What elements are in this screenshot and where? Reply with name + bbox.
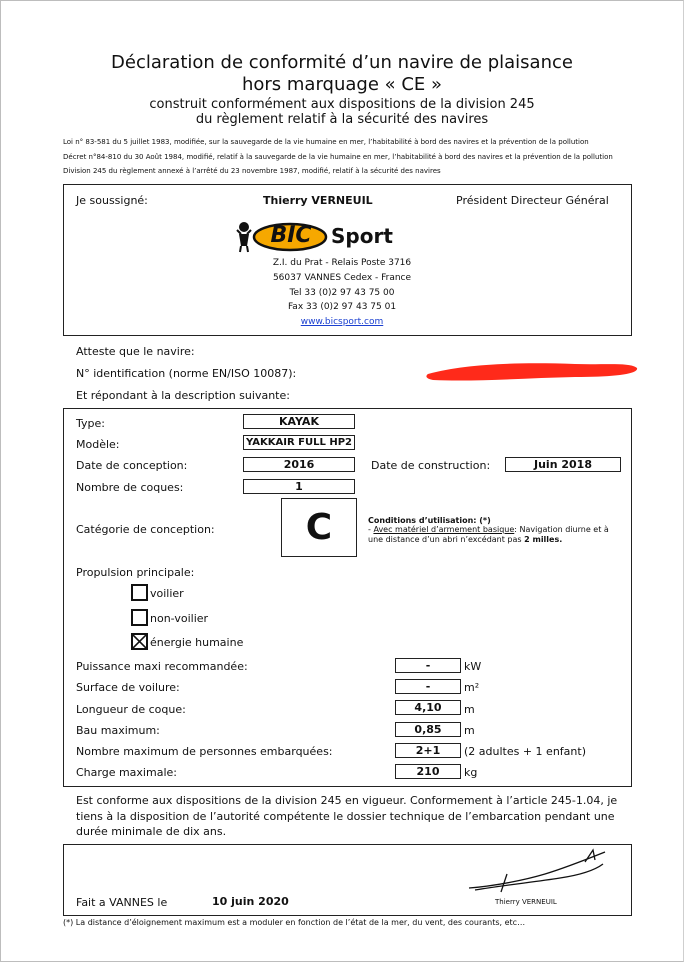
power-label: Puissance maxi recommandée:	[76, 660, 248, 673]
hulls-label: Nombre de coques:	[76, 481, 184, 494]
checkbox-voilier-label: voilier	[150, 587, 184, 600]
signer-name: Thierry VERNEUIL	[495, 898, 557, 906]
website-link[interactable]: www.bicsport.com	[300, 317, 384, 327]
law-reference-3: Division 245 du règlement annexé à l’arrêté du 23 novembre 1987, modifié, relatif à la sécurité des navires	[63, 167, 441, 175]
checkmark-x-icon	[133, 635, 146, 648]
conditions-rest: : Navigation diurne et à	[514, 525, 609, 534]
persons-label: Nombre maximum de personnes embarquées:	[76, 745, 333, 758]
conformity-line-2: tiens à la disposition de l’autorité compétente le dossier technique de l’embarcation pendant une	[76, 810, 615, 823]
conditions-title: Conditions d’utilisation: (*)	[368, 516, 491, 525]
load-value: 210	[395, 764, 461, 779]
hulls-value: 1	[243, 479, 355, 494]
conformity-line-3: durée minimale de dix ans.	[76, 825, 227, 838]
subtitle-line-1: construit conformément aux dispositions de la division 245	[149, 97, 535, 112]
bic-sport-logo	[235, 220, 400, 254]
phone-line: Tel 33 (0)2 97 43 75 00	[289, 288, 395, 298]
power-unit: kW	[464, 660, 482, 673]
address-line-1: Z.I. du Prat - Relais Poste 3716	[272, 258, 412, 268]
law-reference-1: Loi n° 83-581 du 5 juillet 1983, modifiée, sur la sauvegarde de la vie humaine en mer, l’habitabilité à bord des navires et la prévention de la pollution	[63, 138, 589, 146]
build-date-value: Juin 2018	[505, 457, 621, 472]
logo-bic-text: BIC	[270, 223, 312, 248]
type-value: KAYAK	[243, 414, 355, 429]
design-date-label: Date de conception:	[76, 459, 188, 472]
logo-sport-text: Sport	[331, 224, 393, 248]
persons-value: 2+1	[395, 743, 461, 758]
load-label: Charge maximale:	[76, 766, 177, 779]
sail-area-label: Surface de voilure:	[76, 681, 180, 694]
conformity-line-1: Est conforme aux dispositions de la division 245 en vigueur. Conformement à l’article 245-1.04, je	[76, 794, 618, 807]
fax-line: Fax 33 (0)2 97 43 75 01	[287, 302, 397, 312]
category-label: Catégorie de conception:	[76, 523, 215, 536]
signature-scribble	[465, 848, 610, 896]
category-value: C	[281, 498, 357, 557]
signatory-name: Thierry VERNEUIL	[263, 194, 373, 207]
conditions-line2-bold: 2 milles.	[524, 535, 563, 544]
conditions-underlined: Avec matériel d’armement basique	[373, 525, 515, 534]
beam-value: 0,85	[395, 722, 461, 737]
persons-note: (2 adultes + 1 enfant)	[464, 745, 586, 758]
law-reference-2: Décret n°84-810 du 30 Août 1984, modifié, relatif à la sauvegarde de la vie humaine en mer, l’habitabilité à bord des navires et la prévention de la pollution	[63, 153, 613, 161]
design-date-value: 2016	[243, 457, 355, 472]
checkbox-voilier[interactable]	[131, 584, 148, 601]
title-line-1: Déclaration de conformité d’un navire de plaisance	[111, 52, 573, 73]
checkbox-energie-humaine[interactable]	[131, 633, 148, 650]
redacted-identification	[425, 360, 640, 382]
checkbox-non-voilier-label: non-voilier	[150, 612, 209, 625]
propulsion-label: Propulsion principale:	[76, 566, 195, 579]
checkbox-non-voilier[interactable]	[131, 609, 148, 626]
conditions-line-2	[368, 535, 562, 544]
signatory-intro: Je soussigné:	[76, 194, 148, 207]
power-value: -	[395, 658, 461, 673]
conditions-line-1	[368, 525, 609, 534]
footnote: (*) La distance d’éloignement maximum est a moduler en fonction de l’état de la mer, du vent, des courants, etc…	[63, 918, 526, 927]
beam-unit: m	[464, 724, 475, 737]
sail-area-value: -	[395, 679, 461, 694]
conditions-prefix: -	[368, 525, 374, 534]
identification-label: N° identification (norme EN/ISO 10087):	[76, 367, 297, 380]
model-label: Modèle:	[76, 438, 120, 451]
signatory-role: Président Directeur Général	[456, 194, 609, 207]
subtitle-line-2: du règlement relatif à la sécurité des navires	[195, 112, 489, 127]
handwritten-signature	[465, 848, 610, 896]
hull-length-unit: m	[464, 703, 475, 716]
title-line-2: hors marquage « CE »	[241, 74, 443, 95]
signature-date: 10 juin 2020	[212, 895, 289, 908]
model-value: YAKKAIR FULL HP2	[243, 435, 355, 450]
checkbox-energie-humaine-label: énergie humaine	[150, 636, 244, 649]
redaction-mark	[425, 360, 640, 382]
build-date-label: Date de construction:	[371, 459, 491, 472]
load-unit: kg	[464, 766, 478, 779]
hull-length-value: 4,10	[395, 700, 461, 715]
type-label: Type:	[76, 417, 105, 430]
conditions-line2-prefix: une distance d’un abri n’excédant pas	[368, 535, 525, 544]
address-line-2: 56037 VANNES Cedex - France	[272, 273, 412, 283]
hull-length-label: Longueur de coque:	[76, 703, 186, 716]
attest-line-1: Atteste que le navire:	[76, 345, 195, 358]
attest-line-3: Et répondant à la description suivante:	[76, 389, 290, 402]
place-label: Fait a VANNES le	[76, 896, 168, 909]
beam-label: Bau maximum:	[76, 724, 160, 737]
sail-area-unit: m²	[464, 681, 480, 694]
